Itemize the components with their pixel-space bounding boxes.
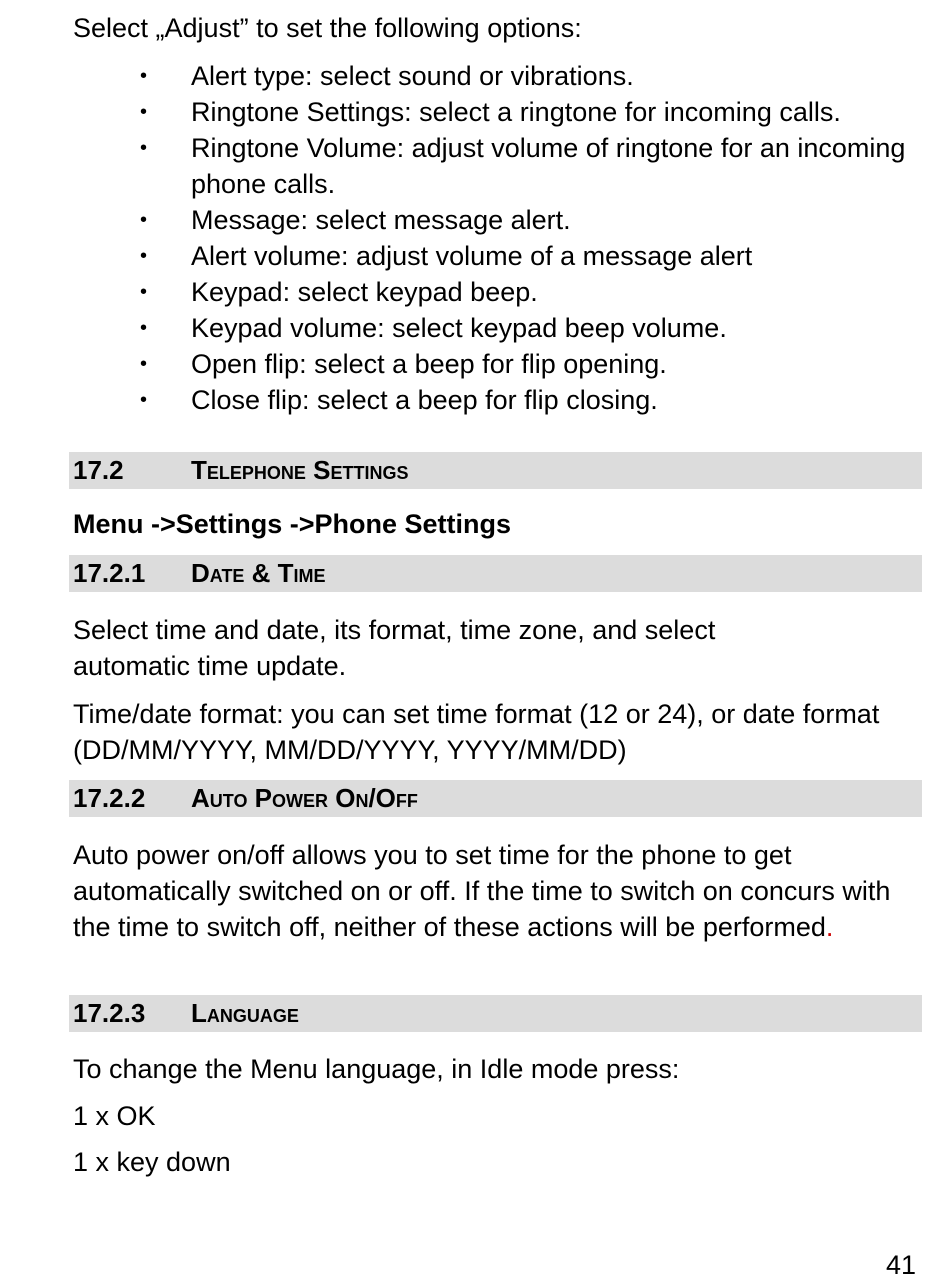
section-heading-17-2-1 [69, 555, 922, 592]
bullet-icon: • [140, 209, 148, 231]
bullet-icon: • [140, 101, 148, 123]
section-heading-17-2 [69, 452, 922, 489]
section-number: 17.2 [73, 455, 124, 485]
list-item: • Ringtone Volume: adjust volume of ringtone for an incoming phone calls. [0, 130, 921, 202]
language-paragraph: To change the Menu language, in Idle mode press: [73, 1054, 680, 1084]
section-number: 17.2.3 [73, 998, 146, 1028]
page-number: 41 [885, 1250, 916, 1280]
section-number: 17.2.1 [73, 558, 146, 588]
list-item: • Ringtone Settings: select a ringtone for incoming calls. [0, 94, 921, 130]
time-format-paragraph: Time/date format: you can set time format (12 or 24), or date format (DD/MM/YYYY, MM/DD/YYYY, YYYY/MM/DD) [73, 699, 880, 765]
list-item: • Alert type: select sound or vibrations. [0, 58, 921, 94]
bullet-icon: • [140, 137, 148, 159]
bullet-icon: • [140, 389, 148, 411]
section-heading-17-2-3 [69, 995, 922, 1032]
bullet-icon: • [140, 281, 148, 303]
bullet-icon: • [140, 317, 148, 339]
section-title: Telephone Settings [191, 455, 409, 485]
bullet-icon: • [140, 65, 148, 87]
bullet-icon: • [140, 245, 148, 267]
section-title: Language [191, 998, 299, 1028]
section-title: Auto Power On/Off [191, 783, 418, 813]
list-item: • Keypad: select keypad beep. [0, 274, 921, 310]
list-item: • Alert volume: adjust volume of a message alert [0, 238, 921, 274]
list-item: • Message: select message alert. [0, 202, 921, 238]
date-time-paragraph: Select time and date, its format, time zone, and select automatic time update. [73, 615, 716, 681]
section-title: Date & Time [191, 558, 326, 588]
bullet-icon: • [140, 353, 148, 375]
section-heading-17-2-2 [69, 780, 922, 817]
list-item: • Close flip: select a beep for flip closing. [0, 382, 921, 418]
red-period: . [825, 912, 834, 942]
intro-text: Select „Adjust” to set the following options: [73, 13, 582, 43]
section-number: 17.2.2 [73, 783, 146, 813]
list-item: • Keypad volume: select keypad beep volume. [0, 310, 921, 346]
language-step-1: 1 x OK [73, 1101, 156, 1131]
language-step-2: 1 x key down [73, 1147, 231, 1177]
list-item: • Open flip: select a beep for flip opening. [0, 346, 921, 382]
options-list [0, 58, 950, 418]
auto-power-paragraph: Auto power on/off allows you to set time for the phone to get automatically switched on or off. If the time to switch on concurs with the time to switch off, neither of these actions will be performed. [73, 840, 891, 942]
menu-path: Menu ->Settings ->Phone Settings [73, 509, 512, 539]
